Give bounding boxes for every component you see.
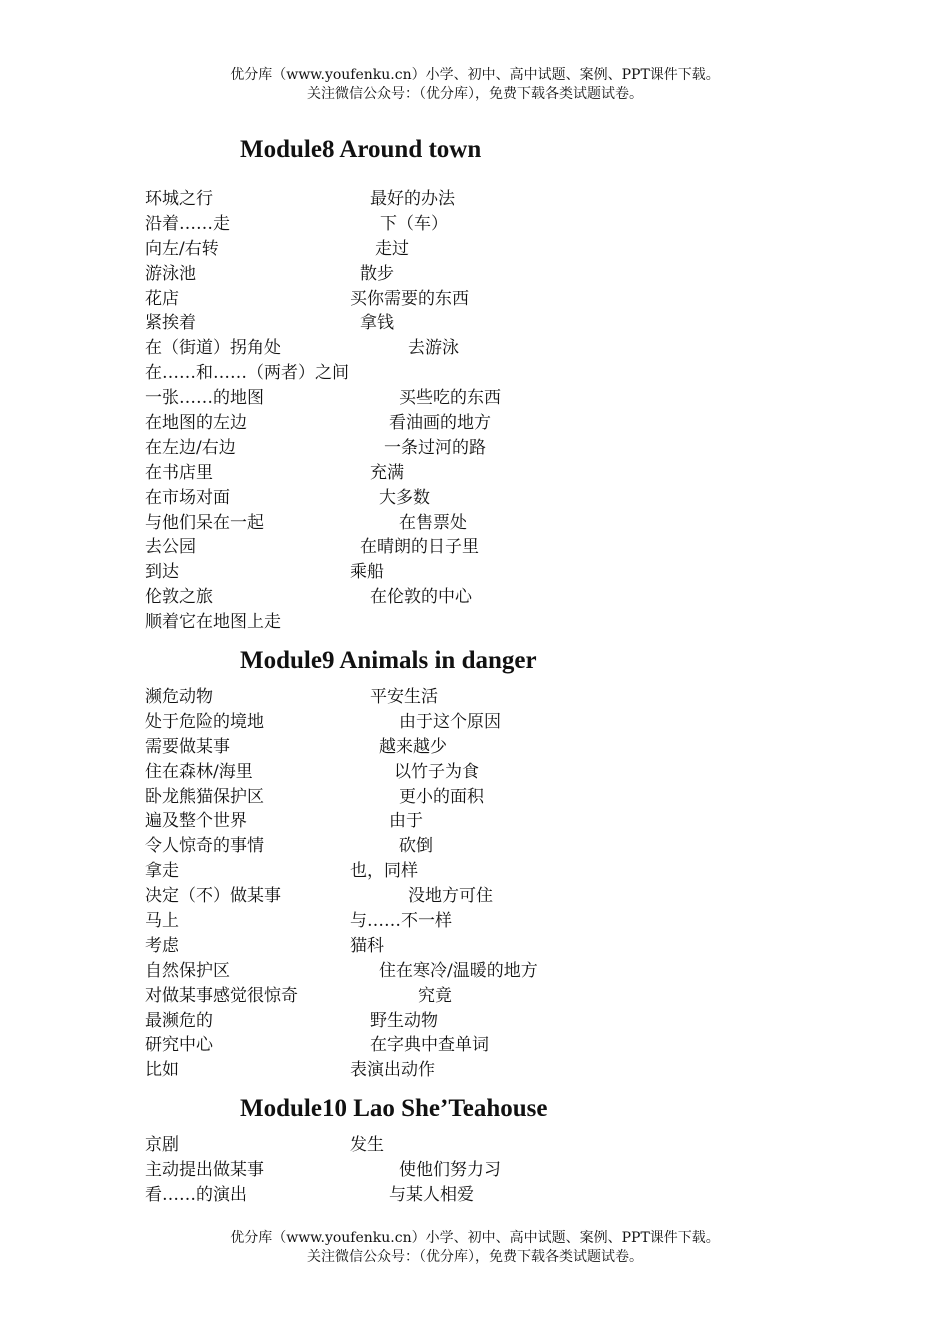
vocab-row <box>145 560 745 585</box>
vocab-row <box>145 809 745 834</box>
vocab-left: 在市场对面 <box>145 487 230 508</box>
module8-title: Module8 Around town <box>240 136 482 163</box>
vocab-right: 最好的办法 <box>370 189 455 209</box>
vocab-row <box>145 884 745 909</box>
vocab-left: 看……的演出 <box>145 1184 247 1205</box>
vocab-right: 砍倒 <box>399 836 433 857</box>
vocab-left: 紧挨着 <box>145 313 196 334</box>
vocab-right: 发生 <box>350 1135 384 1155</box>
vocab-left: 到达 <box>145 562 179 583</box>
vocab-right: 充满 <box>370 462 404 483</box>
vocab-row <box>145 984 745 1009</box>
vocab-right: 与某人相爱 <box>389 1184 474 1205</box>
vocab-left: 环城之行 <box>145 189 213 209</box>
vocab-row <box>145 1158 745 1183</box>
vocab-left: 濒危动物 <box>145 687 213 707</box>
vocab-row <box>145 287 745 312</box>
vocab-right: 以竹子为食 <box>394 761 479 782</box>
vocab-left: 处于危险的境地 <box>145 711 264 732</box>
vocab-left: 游泳池 <box>145 263 196 284</box>
vocab-row <box>145 461 745 486</box>
vocab-left: 需要做某事 <box>145 736 230 757</box>
vocab-row <box>145 1183 745 1208</box>
vocab-row <box>145 411 745 436</box>
module8-vocab-list <box>145 187 745 635</box>
vocab-left: 在左边/右边 <box>145 437 236 458</box>
vocab-right: 去游泳 <box>408 338 459 359</box>
vocab-right: 由于这个原因 <box>399 711 501 732</box>
vocab-left: 向左/右转 <box>145 238 219 259</box>
vocab-right: 究竟 <box>418 985 452 1006</box>
vocab-row <box>145 735 745 760</box>
vocab-right: 由于 <box>389 811 423 832</box>
vocab-row <box>145 511 745 536</box>
vocab-left: 在地图的左边 <box>145 413 247 434</box>
vocab-row <box>145 834 745 859</box>
vocab-left: 伦敦之旅 <box>145 587 213 608</box>
vocab-right: 看油画的地方 <box>389 413 491 434</box>
vocab-right: 买你需要的东西 <box>350 288 469 309</box>
header-line-2: 关注微信公众号：（优分库），免费下载各类试题试卷。 <box>307 86 643 102</box>
vocab-right: 也，同样 <box>350 861 418 882</box>
vocab-left: 住在森林/海里 <box>145 761 253 782</box>
vocab-left: 去公园 <box>145 537 196 558</box>
footer-line-1: 优分库（www.youfenku.cn）小学、初中、高中试题、案例、PPT课件下载。 <box>230 1230 720 1246</box>
module9-vocab-list <box>145 685 745 1083</box>
vocab-left: 令人惊奇的事情 <box>145 836 264 857</box>
page-header <box>0 66 950 104</box>
vocab-right: 下（车） <box>380 213 448 234</box>
vocab-right: 更小的面积 <box>399 786 484 807</box>
vocab-left: 比如 <box>145 1060 179 1081</box>
vocab-right: 拿钱 <box>360 313 394 334</box>
vocab-left: 拿走 <box>145 861 179 882</box>
vocab-row <box>145 934 745 959</box>
vocab-right: 表演出动作 <box>350 1060 435 1081</box>
vocab-row <box>145 336 745 361</box>
vocab-left: 顺着它在地图上走 <box>145 612 281 633</box>
vocab-row <box>145 486 745 511</box>
vocab-left: 决定（不）做某事 <box>145 886 281 907</box>
vocab-right: 在售票处 <box>399 512 467 533</box>
vocab-right: 乘船 <box>350 562 384 583</box>
vocab-row <box>145 386 745 411</box>
vocab-right: 大多数 <box>379 487 430 508</box>
vocab-right: 越来越少 <box>379 736 447 757</box>
vocab-right: 平安生活 <box>370 687 438 707</box>
footer-line-2: 关注微信公众号：（优分库），免费下载各类试题试卷。 <box>307 1249 643 1265</box>
vocab-left: 马上 <box>145 911 179 932</box>
vocab-row <box>145 1058 745 1083</box>
vocab-left: 研究中心 <box>145 1035 213 1056</box>
vocab-row <box>145 361 745 386</box>
header-line-1: 优分库（www.youfenku.cn）小学、初中、高中试题、案例、PPT课件下载。 <box>230 67 720 83</box>
vocab-left: 考虑 <box>145 935 179 956</box>
vocab-right: 野生动物 <box>370 1010 438 1031</box>
vocab-row <box>145 760 745 785</box>
vocab-right: 没地方可住 <box>408 886 493 907</box>
vocab-left: 花店 <box>145 288 179 309</box>
vocab-left: 自然保护区 <box>145 960 230 981</box>
vocab-row <box>145 262 745 287</box>
module10-vocab-list <box>145 1133 745 1208</box>
vocab-row <box>145 535 745 560</box>
vocab-right: 使他们努力习 <box>399 1159 501 1180</box>
vocab-row <box>145 187 745 212</box>
vocab-right: 一条过河的路 <box>384 437 486 458</box>
vocab-row <box>145 710 745 735</box>
vocab-left: 对做某事感觉很惊奇 <box>145 985 298 1006</box>
vocab-left: 在书店里 <box>145 462 213 483</box>
page-footer <box>0 1229 950 1267</box>
vocab-left: 在（街道）拐角处 <box>145 338 281 359</box>
vocab-right: 猫科 <box>350 935 384 956</box>
module9-title: Module9 Animals in danger <box>240 647 537 674</box>
vocab-row <box>145 237 745 262</box>
vocab-right: 在伦敦的中心 <box>370 587 472 608</box>
vocab-row <box>145 1009 745 1034</box>
vocab-row <box>145 959 745 984</box>
vocab-row <box>145 685 745 710</box>
vocab-left: 最濒危的 <box>145 1010 213 1031</box>
vocab-row <box>145 909 745 934</box>
vocab-row <box>145 785 745 810</box>
vocab-row <box>145 436 745 461</box>
vocab-row <box>145 585 745 610</box>
vocab-row <box>145 212 745 237</box>
vocab-left: 主动提出做某事 <box>145 1159 264 1180</box>
vocab-right: 住在寒冷/温暖的地方 <box>379 960 538 981</box>
vocab-row <box>145 859 745 884</box>
vocab-row <box>145 1033 745 1058</box>
vocab-left: 卧龙熊猫保护区 <box>145 786 264 807</box>
vocab-right: 与……不一样 <box>350 911 452 932</box>
vocab-left: 与他们呆在一起 <box>145 512 264 533</box>
vocab-row <box>145 1133 745 1158</box>
vocab-left: 一张……的地图 <box>145 388 264 409</box>
vocab-right: 走过 <box>375 238 409 259</box>
vocab-right: 在字典中查单词 <box>370 1035 489 1056</box>
vocab-left: 沿着……走 <box>145 213 230 234</box>
vocab-row <box>145 610 745 635</box>
module10-title: Module10 Lao She’Teahouse <box>240 1095 548 1122</box>
vocab-right: 散步 <box>360 263 394 284</box>
vocab-right: 买些吃的东西 <box>399 388 501 409</box>
vocab-row <box>145 311 745 336</box>
vocab-right: 在晴朗的日子里 <box>360 537 479 558</box>
vocab-left: 在……和……（两者）之间 <box>145 363 349 384</box>
vocab-left: 京剧 <box>145 1135 179 1155</box>
vocab-left: 遍及整个世界 <box>145 811 247 832</box>
